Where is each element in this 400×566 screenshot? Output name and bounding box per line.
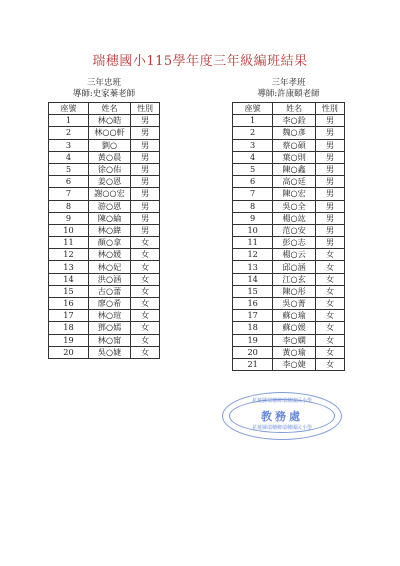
table-row xyxy=(233,310,345,322)
class-block-left xyxy=(48,78,160,359)
cell-seat: 11 xyxy=(233,237,273,249)
cell-gender: 女 xyxy=(315,273,344,285)
table-row xyxy=(49,212,160,224)
table-row xyxy=(233,115,345,127)
cell-gender: 女 xyxy=(131,334,160,346)
cell-gender: 女 xyxy=(131,298,160,310)
table-row xyxy=(233,261,345,273)
cell-seat: 9 xyxy=(233,212,273,224)
cell-seat: 17 xyxy=(49,310,89,322)
cell-seat: 20 xyxy=(49,346,89,358)
table-row xyxy=(233,139,345,151)
cell-seat: 8 xyxy=(233,200,273,212)
cell-name: 黃○瑜 xyxy=(273,346,316,358)
cell-name: 林○緯 xyxy=(88,224,130,236)
table-row xyxy=(49,151,160,163)
cell-name: 陳○綸 xyxy=(88,212,130,224)
cell-gender: 男 xyxy=(315,224,344,236)
cell-gender: 女 xyxy=(131,322,160,334)
cell-seat: 9 xyxy=(49,212,89,224)
cell-name: 楊○竑 xyxy=(273,212,316,224)
header-name: 姓名 xyxy=(88,103,130,115)
cell-gender: 女 xyxy=(131,285,160,297)
header-seat: 座號 xyxy=(49,103,89,115)
table-row xyxy=(233,334,345,346)
cell-gender: 女 xyxy=(131,237,160,249)
cell-seat: 7 xyxy=(233,188,273,200)
cell-gender: 女 xyxy=(315,334,344,346)
cell-gender: 男 xyxy=(131,212,160,224)
class-name-left: 三年忠班 xyxy=(86,78,121,88)
cell-seat: 12 xyxy=(49,249,89,261)
cell-seat: 10 xyxy=(49,224,89,236)
cell-name: 范○安 xyxy=(273,224,316,236)
cell-gender: 男 xyxy=(131,200,160,212)
cell-gender: 男 xyxy=(315,176,344,188)
class-block-right xyxy=(232,78,345,371)
table-row xyxy=(49,346,160,358)
cell-seat: 17 xyxy=(233,310,273,322)
table-row xyxy=(233,358,345,370)
page-title: 瑞穗國小115學年度三年級編班結果 xyxy=(92,54,308,69)
cell-gender: 女 xyxy=(131,249,160,261)
cell-gender: 女 xyxy=(131,273,160,285)
cell-seat: 16 xyxy=(233,298,273,310)
cell-gender: 男 xyxy=(315,237,344,249)
table-row xyxy=(49,310,160,322)
cell-seat: 2 xyxy=(49,127,89,139)
cell-name: 劉○ xyxy=(88,139,130,151)
cell-seat: 5 xyxy=(233,163,273,175)
cell-seat: 2 xyxy=(233,127,273,139)
cell-seat: 11 xyxy=(49,237,89,249)
cell-name: 謝○○宏 xyxy=(88,188,130,200)
cell-gender: 女 xyxy=(315,322,344,334)
table-row xyxy=(49,200,160,212)
cell-gender: 男 xyxy=(131,115,160,127)
table-row xyxy=(233,285,345,297)
cell-gender: 男 xyxy=(131,188,160,200)
cell-gender: 女 xyxy=(315,298,344,310)
table-row xyxy=(233,224,345,236)
cell-seat: 18 xyxy=(49,322,89,334)
cell-name: 高○廷 xyxy=(273,176,316,188)
table-row xyxy=(49,285,160,297)
teacher-left: 導師:史家蓁老師 xyxy=(72,89,136,99)
office-seal xyxy=(222,392,342,440)
table-row xyxy=(233,163,345,175)
cell-seat: 6 xyxy=(49,176,89,188)
cell-gender: 男 xyxy=(131,139,160,151)
cell-seat: 20 xyxy=(233,346,273,358)
table-row xyxy=(49,115,160,127)
cell-seat: 1 xyxy=(49,115,89,127)
table-row xyxy=(233,273,345,285)
cell-seat: 7 xyxy=(49,188,89,200)
cell-gender: 女 xyxy=(315,346,344,358)
cell-seat: 14 xyxy=(49,273,89,285)
roster-body-left xyxy=(49,115,160,359)
table-row xyxy=(49,224,160,236)
table-row xyxy=(49,273,160,285)
cell-seat: 15 xyxy=(233,285,273,297)
cell-gender: 女 xyxy=(315,249,344,261)
cell-seat: 5 xyxy=(49,163,89,175)
cell-gender: 男 xyxy=(315,200,344,212)
table-row xyxy=(49,334,160,346)
cell-name: 林○妃 xyxy=(88,261,130,273)
cell-name: 蘇○瑜 xyxy=(273,310,316,322)
table-row xyxy=(49,298,160,310)
cell-name: 姜○恩 xyxy=(88,176,130,188)
cell-gender: 男 xyxy=(315,151,344,163)
cell-gender: 女 xyxy=(315,285,344,297)
header-seat: 座號 xyxy=(233,103,273,115)
header-gender: 性別 xyxy=(131,103,160,115)
cell-gender: 男 xyxy=(315,115,344,127)
cell-gender: 女 xyxy=(131,346,160,358)
cell-name: 廖○希 xyxy=(88,298,130,310)
cell-seat: 13 xyxy=(49,261,89,273)
cell-gender: 女 xyxy=(315,358,344,370)
cell-gender: 男 xyxy=(315,212,344,224)
table-row xyxy=(233,151,345,163)
table-row xyxy=(49,249,160,261)
cell-seat: 12 xyxy=(233,249,273,261)
class-name-right: 三年孝班 xyxy=(271,78,306,88)
cell-name: 李○婕 xyxy=(273,358,316,370)
table-row xyxy=(233,249,345,261)
table-row xyxy=(233,322,345,334)
cell-name: 林○瑄 xyxy=(88,310,130,322)
cell-name: 吳○菁 xyxy=(273,298,316,310)
cell-name: 古○蕾 xyxy=(88,285,130,297)
cell-seat: 6 xyxy=(233,176,273,188)
table-row xyxy=(233,188,345,200)
cell-seat: 14 xyxy=(233,273,273,285)
cell-gender: 女 xyxy=(131,310,160,322)
cell-gender: 女 xyxy=(315,310,344,322)
cell-seat: 10 xyxy=(233,224,273,236)
cell-name: 林○皓 xyxy=(88,115,130,127)
table-row xyxy=(233,212,345,224)
cell-name: 洪○涵 xyxy=(88,273,130,285)
cell-gender: 女 xyxy=(131,261,160,273)
table-row xyxy=(233,127,345,139)
table-row xyxy=(49,322,160,334)
header-gender: 性別 xyxy=(315,103,344,115)
cell-name: 李○銓 xyxy=(273,115,316,127)
cell-name: 林○甯 xyxy=(88,334,130,346)
cell-name: 游○恩 xyxy=(88,200,130,212)
seal-center-text: 教務處 xyxy=(261,410,303,423)
cell-name: 林○○軒 xyxy=(88,127,130,139)
roster-body-right xyxy=(233,115,345,371)
cell-name: 邱○涵 xyxy=(273,261,316,273)
cell-seat: 19 xyxy=(49,334,89,346)
cell-name: 吳○婕 xyxy=(88,346,130,358)
table-row xyxy=(49,261,160,273)
cell-gender: 男 xyxy=(315,163,344,175)
roster-table-right xyxy=(232,102,345,371)
cell-seat: 19 xyxy=(233,334,273,346)
seal-bottom-text: 花蓮縣瑞穗鄉瑞穗國民小學 xyxy=(251,425,312,431)
cell-name: 楊○云 xyxy=(273,249,316,261)
cell-seat: 21 xyxy=(233,358,273,370)
cell-seat: 16 xyxy=(49,298,89,310)
table-row xyxy=(49,127,160,139)
cell-name: 魏○彥 xyxy=(273,127,316,139)
seal-top-text: 花蓮縣瑞穗鄉瑞穗國民小學 xyxy=(251,398,312,404)
cell-name: 黃○晨 xyxy=(88,151,130,163)
cell-seat: 13 xyxy=(233,261,273,273)
table-row xyxy=(49,237,160,249)
cell-name: 彭○志 xyxy=(273,237,316,249)
cell-seat: 15 xyxy=(49,285,89,297)
cell-name: 鄧○嫣 xyxy=(88,322,130,334)
cell-name: 顏○拿 xyxy=(88,237,130,249)
table-header-row xyxy=(233,103,345,115)
cell-seat: 4 xyxy=(233,151,273,163)
table-row xyxy=(233,176,345,188)
cell-gender: 男 xyxy=(315,127,344,139)
cell-name: 蔡○碩 xyxy=(273,139,316,151)
cell-gender: 男 xyxy=(131,151,160,163)
table-row xyxy=(233,237,345,249)
cell-name: 陳○彤 xyxy=(273,285,316,297)
cell-seat: 3 xyxy=(49,139,89,151)
cell-name: 吳○全 xyxy=(273,200,316,212)
cell-gender: 男 xyxy=(131,127,160,139)
table-row xyxy=(49,176,160,188)
table-row xyxy=(49,163,160,175)
table-header-row xyxy=(49,103,160,115)
cell-name: 李○嫻 xyxy=(273,334,316,346)
roster-table-left xyxy=(48,102,160,359)
table-row xyxy=(233,200,345,212)
teacher-right: 導師:許康頤老師 xyxy=(257,89,320,99)
cell-seat: 18 xyxy=(233,322,273,334)
table-row xyxy=(49,139,160,151)
cell-seat: 1 xyxy=(233,115,273,127)
cell-gender: 男 xyxy=(315,188,344,200)
cell-gender: 女 xyxy=(315,261,344,273)
cell-gender: 男 xyxy=(131,163,160,175)
cell-seat: 8 xyxy=(49,200,89,212)
cell-seat: 3 xyxy=(233,139,273,151)
table-row xyxy=(233,346,345,358)
table-row xyxy=(233,298,345,310)
cell-seat: 4 xyxy=(49,151,89,163)
cell-gender: 男 xyxy=(131,224,160,236)
cell-name: 葉○則 xyxy=(273,151,316,163)
header-name: 姓名 xyxy=(273,103,316,115)
cell-name: 陳○宏 xyxy=(273,188,316,200)
cell-name: 蘇○媛 xyxy=(273,322,316,334)
cell-gender: 男 xyxy=(315,139,344,151)
cell-name: 江○玄 xyxy=(273,273,316,285)
table-row xyxy=(49,188,160,200)
cell-name: 徐○佑 xyxy=(88,163,130,175)
cell-name: 陳○鑫 xyxy=(273,163,316,175)
cell-gender: 男 xyxy=(131,176,160,188)
cell-name: 林○媛 xyxy=(88,249,130,261)
